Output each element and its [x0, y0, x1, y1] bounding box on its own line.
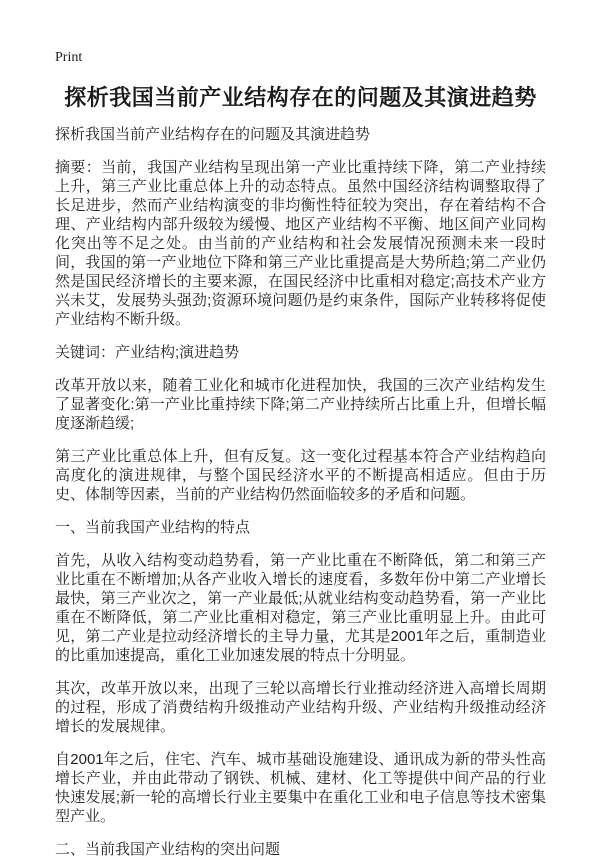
keywords-line: 关键词：产业结构;演进趋势	[55, 344, 240, 361]
section-heading-2: 二、当前我国产业结构的突出问题	[55, 841, 281, 858]
article-title: 探析我国当前产业结构存在的问题及其演进趋势	[64, 85, 537, 110]
paragraph: 首先，从收入结构变动趋势看，第一产业比重在不断降低，第二和第三产业比重在不断增加;从各产业收入增长的速度看，多数年份中第二产业增长最快，第三产业次之，第一产业最低;从就业结构变动趋势看，第一产业比重在不断降低，第二产业比重相对稳定，第三产业比重明显上升。由此可见，第二产业是拉动经济增长的主导力量，尤其是2001年之后，重制造业的比重加速提高，重化工业加速发展的特点十分明显。	[55, 552, 546, 664]
section-heading-1: 一、当前我国产业结构的特点	[55, 519, 251, 536]
article-subtitle: 探析我国当前产业结构存在的问题及其演进趋势	[55, 126, 371, 143]
paragraph: 第三产业比重总体上升，但有反复。这一变化过程基本符合产业结构趋向高度化的演进规律，与整个国民经济水平的不断提高相适应。但由于历史、体制等因素，当前的产业结构仍然面临较多的矛盾和问题。	[55, 448, 546, 503]
paragraph: 自2001年之后，住宅、汽车、城市基础设施建设、通讯成为新的带头性高增长产业，并由此带动了钢铁、机械、建材、化工等提供中间产品的行业快速发展;新一轮的高增长行业主要集中在重化工业和电子信息等技术密集型产业。	[55, 751, 546, 825]
print-link[interactable]: Print	[55, 50, 83, 65]
abstract-paragraph: 摘要：当前，我国产业结构呈现出第一产业比重持续下降，第二产业持续上升，第三产业比重总体上升的动态特点。虽然中国经济结构调整取得了长足进步，然而产业结构演变的非均衡性特征较为突出，存在着结构不合理、产业结构内部升级较为缓慢、地区产业结构不平衡、地区间产业同构化突出等不足之处。由当前的产业结构和社会发展情况预测未来一段时间，我国的第一产业地位下降和第三产业比重提高是大势所趋;第二产业仍然是国民经济增长的主要来源，在国民经济中比重相对稳定;高技术产业方兴未艾，发展势头强劲;资源环境问题仍是约束条件，国际产业转移将促使产业结构不断升级。	[55, 159, 546, 328]
article-body	[55, 158, 546, 859]
paragraph: 其次，改革开放以来，出现了三轮以高增长行业推动经济进入高增长周期的过程，形成了消费结构升级推动产业结构升级、产业结构升级推动经济增长的发展规律。	[55, 680, 546, 735]
paragraph: 改革开放以来，随着工业化和城市化进程加快，我国的三次产业结构发生了显著变化:第一产业比重持续下降;第二产业持续所占比重上升，但增长幅度逐渐趋缓;	[55, 377, 546, 432]
